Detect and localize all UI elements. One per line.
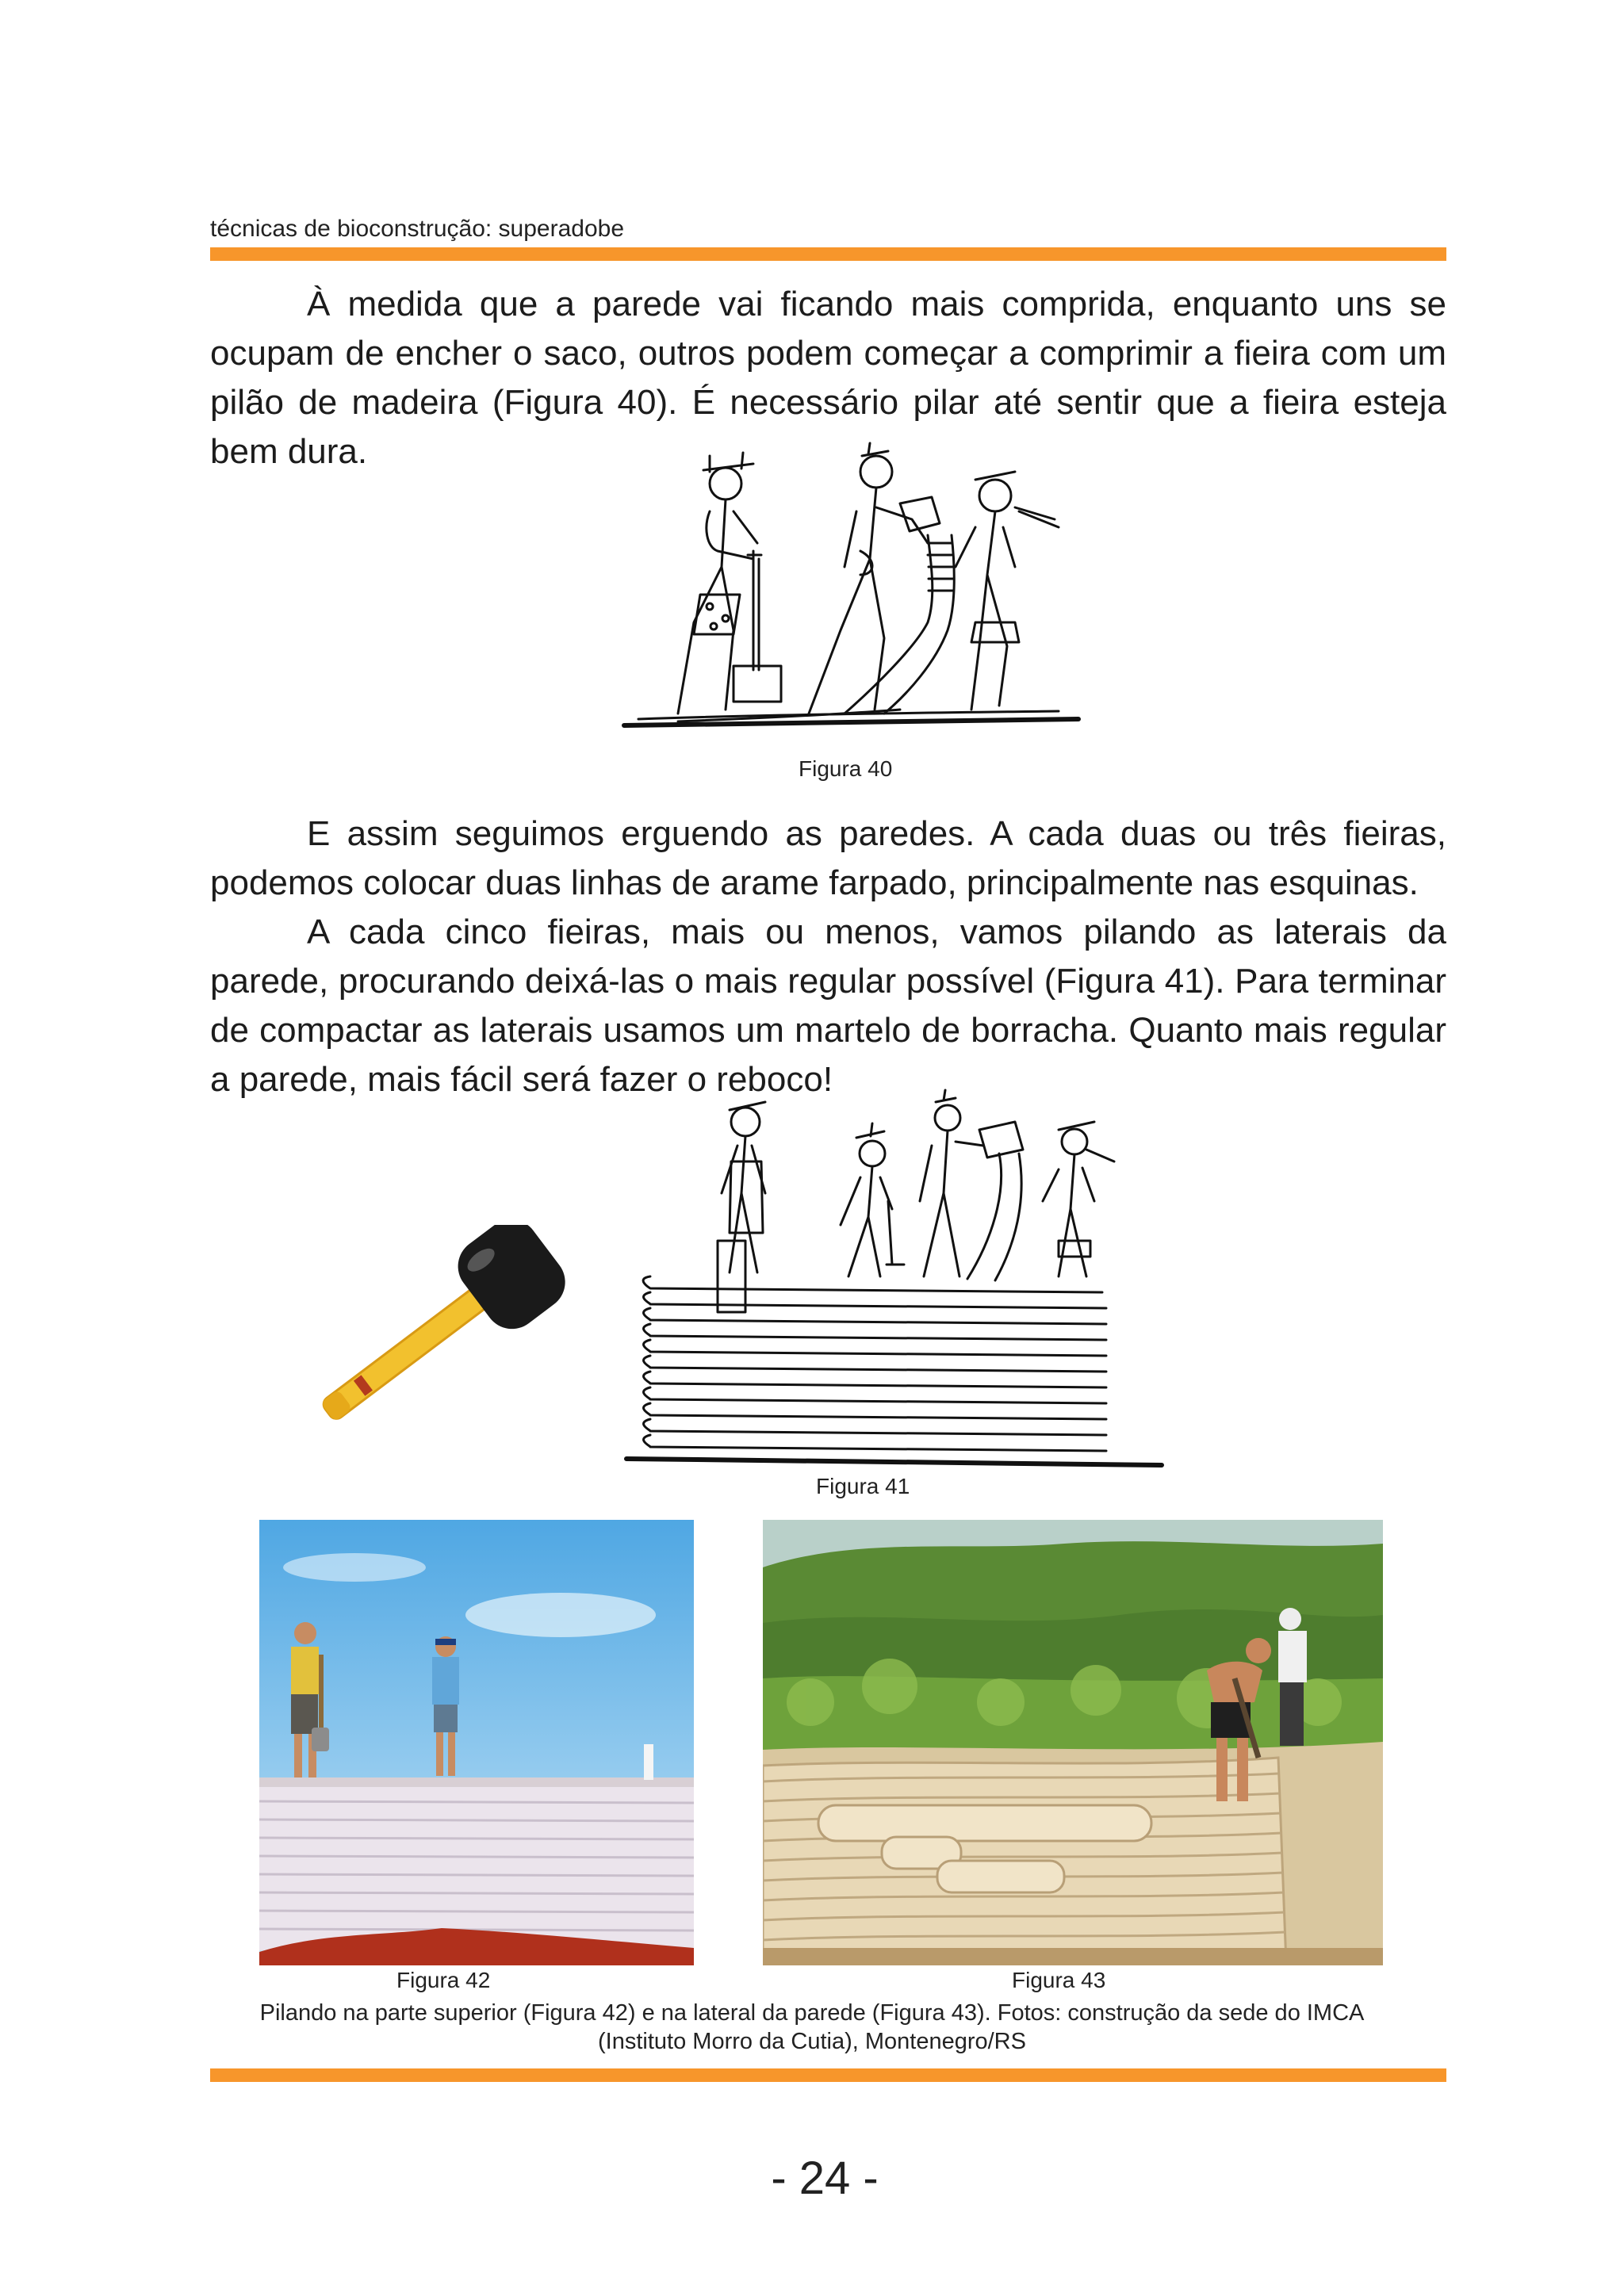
figure-40-caption: Figura 40: [799, 756, 893, 781]
paragraph-3: A cada cinco fieiras, mais ou menos, vamos pilando as laterais da parede, procurando deixá-las o mais regular possível (Figura 41). Para terminar de compactar as laterais usamos um martelo de borracha. Quanto mais regular a parede, mais fácil será fazer o reboco!: [210, 913, 1446, 1099]
rubber-mallet-image: [285, 1225, 579, 1443]
photo-caption-line-1: Pilando na parte superior (Figura 42) e na lateral da parede (Figura 43). Fotos: construção da sede do IMCA: [259, 2000, 1365, 2026]
paragraph-1: À medida que a parede vai ficando mais comprida, enquanto uns se ocupam de encher o saco, outros podem começar a comprimir a fieira com um pilão de madeira (Figura 40). É necessário pilar até sentir que a fieira esteja bem dura.: [210, 285, 1446, 471]
figure-42-photo: [259, 1520, 694, 1965]
running-header: técnicas de bioconstrução: superadobe: [210, 216, 625, 242]
page-number: - 24 -: [771, 2152, 879, 2204]
figure-40-drawing: [615, 440, 1090, 741]
figure-43-photo: [763, 1520, 1383, 1965]
figure-41-drawing: [619, 1074, 1174, 1471]
figure-41-caption: Figura 41: [816, 1474, 910, 1498]
header-rule: [210, 247, 1446, 261]
figure-43-caption: Figura 43: [1012, 1968, 1106, 1992]
footer-rule: [210, 2068, 1446, 2082]
photo-caption-line-2: (Instituto Morro da Cutia), Montenegro/RS: [598, 2029, 1026, 2054]
paragraph-2: E assim seguimos erguendo as paredes. A cada duas ou três fieiras, podemos colocar duas linhas de arame farpado, principalmente nas esquinas.: [210, 814, 1446, 902]
figure-42-caption: Figura 42: [396, 1968, 491, 1992]
